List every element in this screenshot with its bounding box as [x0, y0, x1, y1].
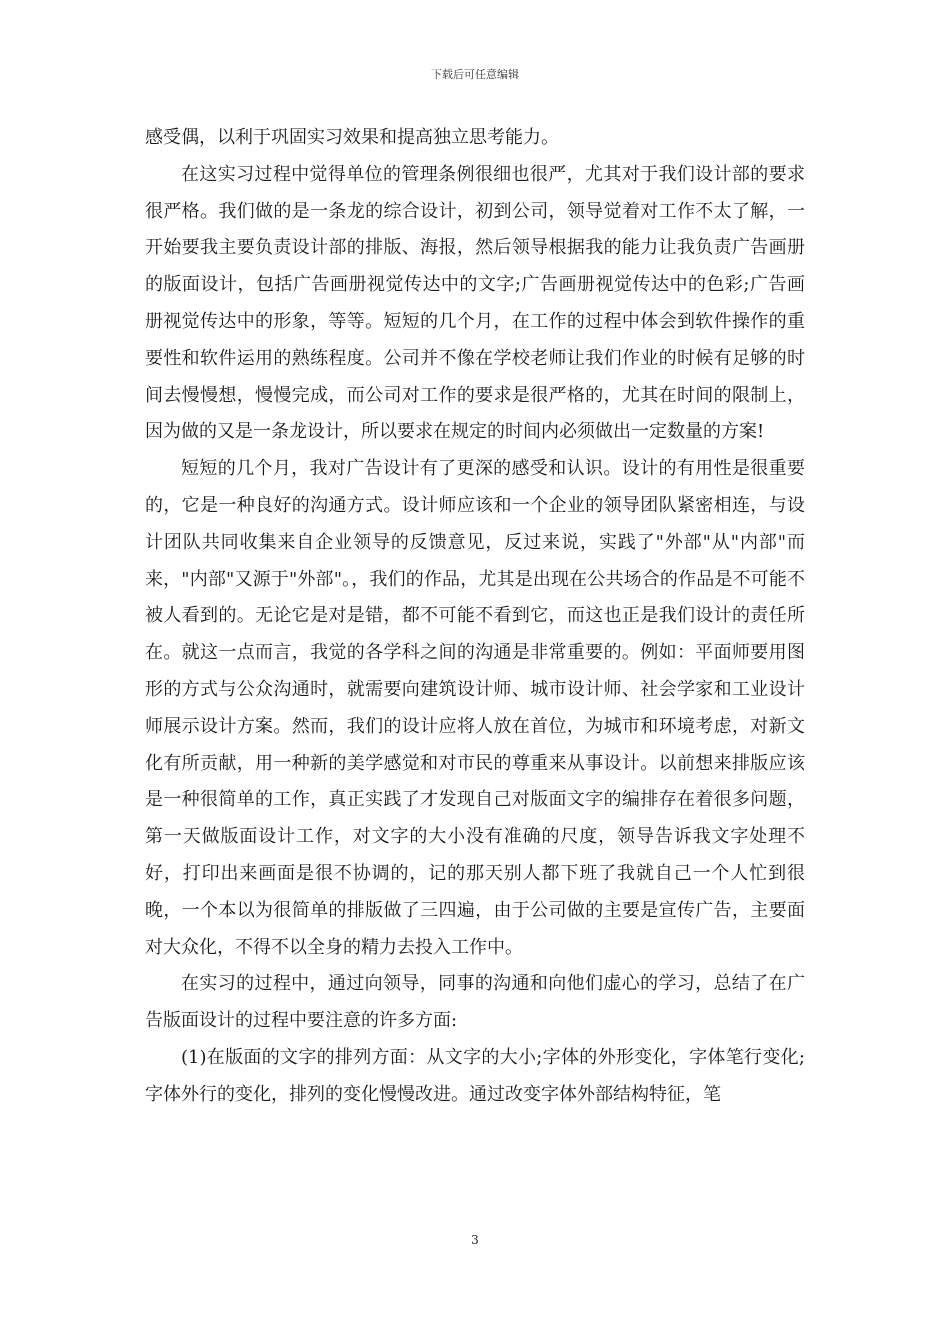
paragraph: 短短的几个月，我对广告设计有了更深的感受和认识。设计的有用性是很重要的，它是一种良好的沟通方式。设计师应该和一个企业的领导团队紧密相连，与设计团队共同收集来自企业领导的反馈意见，反过来说，实践了"外部"从"内部"而来，"内部"又源于"外部"。，我们的作品，尤其是出现在公共场合的作品是不可能不被人看到的。无论它是对是错，都不可能不看到它，而这也正是我们设计的责任所在。就这一点而言，我觉的各学科之间的沟通是非常重要的。例如：平面师要用图形的方式与公众沟通时，就需要向建筑设计师、城市设计师、社会学家和工业设计师展示设计方案。然而，我们的设计应将人放在首位，为城市和环境考虑，对新文化有所贡献，用一种新的美学感觉和对市民的尊重来从事设计。以前想来排版应该是一种很简单的工作，真正实践了才发现自己对版面文字的编排存在着很多问题，第一天做版面设计工作，对文字的大小没有准确的尺度，领导告诉我文字处理不好，打印出来画面是很不协调的，记的那天别人都下班了我就自己一个人忙到很晚，一个本以为很简单的排版做了三四遍，由于公司做的主要是宣传广告，主要面对大众化，不得不以全身的精力去投入工作中。 — [145, 458, 805, 958]
paragraph: (1)在版面的文字的排列方面：从文字的大小;字体的外形变化，字体笔行变化;字体外行的变化，排列的变化慢慢改进。通过改变字体外部结构特征，笔 — [145, 1046, 805, 1105]
page-number: 3 — [471, 1233, 479, 1247]
page-header: 下载后可任意编辑 — [431, 68, 519, 81]
paragraph: 感受偶，以利于巩固实习效果和提高独立思考能力。 — [145, 127, 559, 148]
paragraph: 在这实习过程中觉得单位的管理条例很细也很严，尤其对于我们设计部的要求很严格。我们做的是一条龙的综合设计，初到公司，领导觉着对工作不太了解，一开始要我主要负责设计部的排版、海报，然后领导根据我的能力让我负责广告画册的版面设计，包括广告画册视觉传达中的文字;广告画册视觉传达中的色彩;广告画册视觉传达中的形象，等等。短短的几个月，在工作的过程中体会到软件操作的重要性和软件运用的熟练程度。公司并不像在学校老师让我们作业的时候有足够的时间去慢慢想，慢慢完成，而公司对工作的要求是很严格的，尤其在时间的限制上，因为做的又是一条龙设计，所以要求在规定的时间内必须做出一定数量的方案! — [145, 163, 805, 443]
document-body — [145, 120, 805, 1114]
paragraph: 在实习的过程中，通过向领导，同事的沟通和向他们虚心的学习，总结了在广告版面设计的过程中要注意的许多方面: — [145, 973, 805, 1032]
